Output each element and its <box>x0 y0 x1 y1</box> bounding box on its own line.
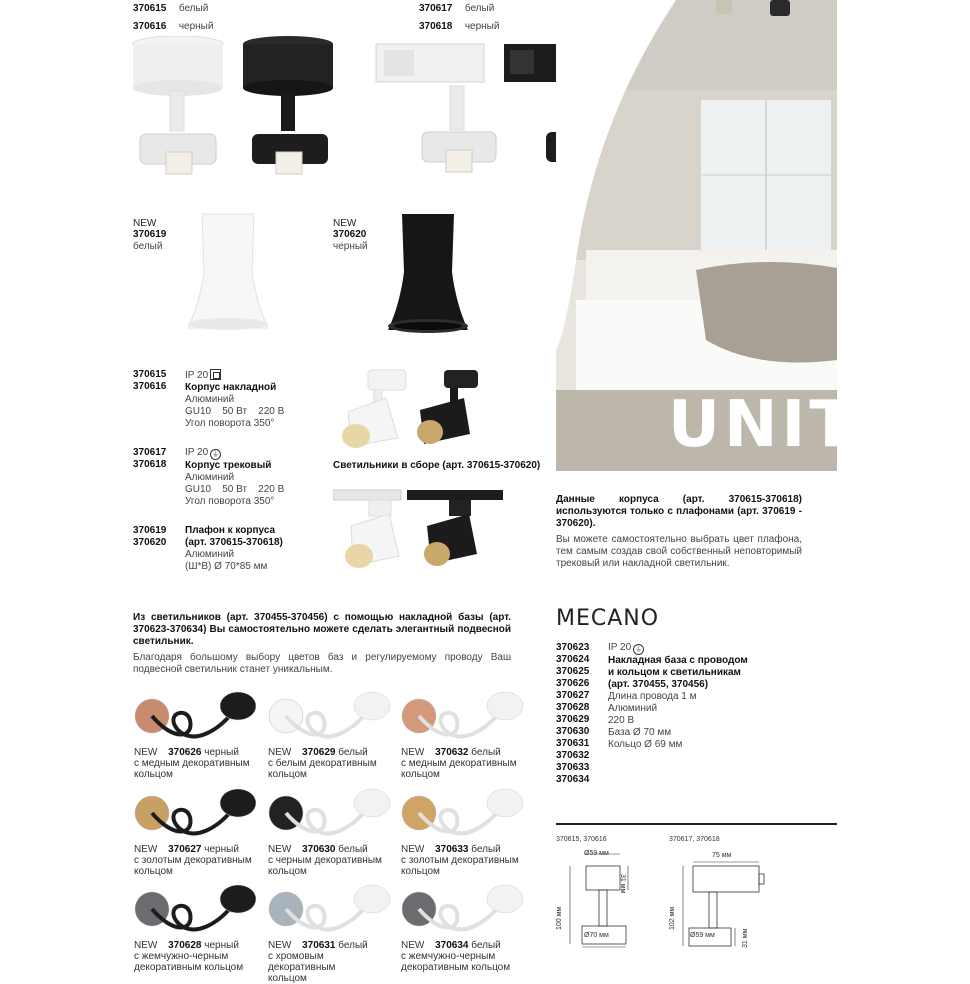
spec-line: Длина провода 1 м <box>608 691 697 702</box>
color-label: белый <box>338 747 368 758</box>
base-image <box>268 787 392 839</box>
base-image <box>134 787 258 839</box>
article-number: 370628 <box>556 702 590 713</box>
base-image <box>134 690 258 742</box>
color-label: белый <box>471 940 501 951</box>
new-badge: NEW <box>134 747 158 758</box>
article-number: 370615 <box>133 3 167 14</box>
article-number: 370625 <box>556 666 590 677</box>
article-number: 370618 <box>419 21 453 32</box>
drawing-right <box>669 848 789 968</box>
base-card <box>268 690 388 780</box>
dim-top-height: 31 мм <box>619 874 626 894</box>
spec-line: Угол поворота 350° <box>185 496 275 507</box>
unit-note-bold: Данные корпуса (арт. 370615-370618) используются только с плафонами (арт. 370619 - 370620). <box>556 494 802 529</box>
article-number: 370617 <box>419 3 453 14</box>
base-desc: кольцом <box>401 769 440 780</box>
article-number: 370630 <box>302 844 336 855</box>
article-number: 370615 <box>133 369 167 380</box>
new-badge: NEW <box>333 218 357 229</box>
pendant-intro <box>133 612 511 676</box>
drawings-divider <box>556 823 837 825</box>
article-number: 370616 <box>133 21 167 32</box>
base-card <box>134 690 254 780</box>
assembled-track-image <box>333 486 513 572</box>
base-image <box>401 690 525 742</box>
dim-bottom: Ø59 мм <box>690 932 715 939</box>
dim-top-width: Ø59 мм <box>584 850 609 857</box>
class-ii-icon <box>210 369 221 380</box>
base-desc: кольцом <box>134 769 173 780</box>
base-desc: с жемчужно-черным <box>401 951 496 962</box>
color-label: белый <box>178 3 209 14</box>
article-number: 370630 <box>556 726 590 737</box>
ip-rating: IP 20 <box>185 370 209 381</box>
color-label: черный <box>464 21 500 32</box>
shade-white-label <box>133 218 166 253</box>
base-desc: декоративным кольцом <box>134 962 244 973</box>
base-image <box>134 883 258 935</box>
article-number: 370626 <box>556 678 590 689</box>
new-badge: NEW <box>401 844 425 855</box>
spec-line: (Ш*В) Ø 70*85 мм <box>185 561 268 572</box>
color-label: черный <box>178 21 214 32</box>
spec-title-2: (арт. 370615-370618) <box>185 537 283 548</box>
color-label: черный <box>204 940 239 951</box>
base-desc: кольцом <box>134 866 173 877</box>
spec-line: 220 В <box>608 715 635 726</box>
base-desc: с медным декоративным <box>134 758 250 769</box>
color-label: черный <box>204 844 239 855</box>
shade-black-image <box>386 212 470 336</box>
article-number: 370619 <box>133 229 167 240</box>
article-number: 370627 <box>556 690 590 701</box>
color-label: белый <box>464 3 495 14</box>
base-image <box>268 883 392 935</box>
base-card <box>401 787 521 877</box>
base-desc: с медным декоративным <box>401 758 517 769</box>
base-desc: кольцом <box>268 866 307 877</box>
base-image <box>268 690 392 742</box>
article-number: 370620 <box>133 537 167 548</box>
article-number: 370628 <box>168 940 202 951</box>
drawing-left <box>556 848 666 968</box>
base-desc: кольцом <box>268 973 307 984</box>
dim-height: 102 мм <box>669 906 676 930</box>
spec-line: Алюминий <box>185 394 235 405</box>
color-label: черный <box>333 241 368 252</box>
article-number: 370620 <box>333 229 367 240</box>
dim-bottom-height: 31 мм <box>742 928 749 948</box>
article-number: 370632 <box>435 747 469 758</box>
article-number: 370634 <box>556 774 590 785</box>
base-card <box>268 787 388 877</box>
ground-icon: ⏚ <box>634 645 643 654</box>
mecano-spec <box>608 642 808 751</box>
spec-title: Корпус трековый <box>185 460 272 471</box>
article-number: 370616 <box>133 381 167 392</box>
dim-bottom: Ø70 мм <box>584 932 609 939</box>
base-image <box>401 883 525 935</box>
article-number: 370619 <box>133 525 167 536</box>
new-badge: NEW <box>133 218 157 229</box>
base-card <box>401 690 521 780</box>
spec-line: Алюминий <box>608 703 658 714</box>
article-number: 370626 <box>168 747 202 758</box>
spec-title: и кольцом к светильникам <box>608 667 741 678</box>
base-desc: с черным декоративным <box>268 855 382 866</box>
pendant-intro-text: Благодаря большому выбору цветов баз и регулируемому проводу Ваш подвесной светильник станет уникальным. <box>133 652 511 675</box>
article-number: 370633 <box>435 844 469 855</box>
base-card <box>401 883 521 973</box>
spec-line: Кольцо Ø 69 мм <box>608 739 683 750</box>
base-desc: кольцом <box>401 866 440 877</box>
new-badge: NEW <box>268 844 292 855</box>
dim-height: 100 мм <box>556 906 563 930</box>
new-badge: NEW <box>401 940 425 951</box>
spec-title: Корпус накладной <box>185 382 277 393</box>
shade-black-label <box>333 218 368 253</box>
base-card <box>134 787 254 877</box>
housing-surface-black <box>243 36 333 174</box>
article-number: 370623 <box>556 642 590 653</box>
base-card <box>134 883 254 973</box>
base-desc: с хромовым декоративным <box>268 951 336 973</box>
article-number: 370633 <box>556 762 590 773</box>
mecano-article-list <box>556 642 589 786</box>
article-number: 370627 <box>168 844 202 855</box>
base-desc: с белым декоративным <box>268 758 377 769</box>
spec-line: GU10 50 Вт 220 В <box>185 406 285 417</box>
unit-title: UNIT <box>668 388 857 462</box>
spec-line: База Ø 70 мм <box>608 727 672 738</box>
spec-title: Накладная база с проводом <box>608 655 748 666</box>
shade-white-image <box>186 212 270 332</box>
housing-track-white <box>376 44 496 172</box>
base-desc: с золотым декоративным <box>134 855 252 866</box>
ip-rating: IP 20 <box>185 447 209 458</box>
color-label: белый <box>338 844 368 855</box>
article-number: 370634 <box>435 940 469 951</box>
unit-note: Вы можете самостоятельно выбрать цвет плафона, тем самым создав свой собственный неповторимый трековый или накладной светильник. <box>556 534 802 569</box>
pendant-intro-bold: Из светильников (арт. 370455-370456) с помощью накладной базы (арт. 370623-370634) Вы самостоятельно можете сделать элегантный подвесной светильник. <box>133 612 511 647</box>
spec-title: (арт. 370455, 370456) <box>608 679 709 690</box>
color-label: белый <box>133 241 163 252</box>
article-number: 370629 <box>556 714 590 725</box>
new-badge: NEW <box>401 747 425 758</box>
new-badge: NEW <box>268 940 292 951</box>
base-image <box>401 787 525 839</box>
new-badge: NEW <box>268 747 292 758</box>
new-badge: NEW <box>134 844 158 855</box>
top-labels-left <box>133 0 213 34</box>
article-number: 370617 <box>133 447 167 458</box>
new-badge: NEW <box>134 940 158 951</box>
drawing-left-label: 370615, 370616 <box>556 836 607 843</box>
article-number: 370631 <box>302 940 336 951</box>
article-number: 370631 <box>556 738 590 749</box>
base-desc: кольцом <box>268 769 307 780</box>
article-number: 370629 <box>302 747 336 758</box>
dim-top-width: 75 мм <box>712 852 732 859</box>
spec-line: Угол поворота 350° <box>185 418 275 429</box>
assembled-caption: Светильники в сборе (арт. 370615-370620) <box>333 460 541 471</box>
housing-products-image <box>128 36 558 186</box>
color-label: белый <box>471 747 501 758</box>
unit-notes <box>556 494 802 570</box>
spec-line: GU10 50 Вт 220 В <box>185 484 285 495</box>
ip-rating: IP 20 <box>608 642 632 653</box>
color-label: белый <box>338 940 368 951</box>
assembled-surface-image <box>338 368 488 450</box>
article-number: 370632 <box>556 750 590 761</box>
base-desc: декоративным кольцом <box>401 962 511 973</box>
spec-title: Плафон к корпуса <box>185 525 276 536</box>
mecano-title: MECANO <box>556 606 660 631</box>
base-card <box>268 883 388 984</box>
spec-line: Алюминий <box>185 549 235 560</box>
article-number: 370624 <box>556 654 590 665</box>
spec-line: Алюминий <box>185 472 235 483</box>
drawing-right-label: 370617, 370618 <box>669 836 720 843</box>
color-label: черный <box>204 747 239 758</box>
base-desc: с жемчужно-черным <box>134 951 229 962</box>
top-labels-right <box>419 0 499 34</box>
housing-track-black <box>504 44 558 172</box>
color-label: белый <box>471 844 501 855</box>
ground-icon: ⏚ <box>211 450 220 459</box>
base-desc: с золотым декоративным <box>401 855 519 866</box>
article-number: 370618 <box>133 459 167 470</box>
housing-surface-white <box>133 36 223 174</box>
